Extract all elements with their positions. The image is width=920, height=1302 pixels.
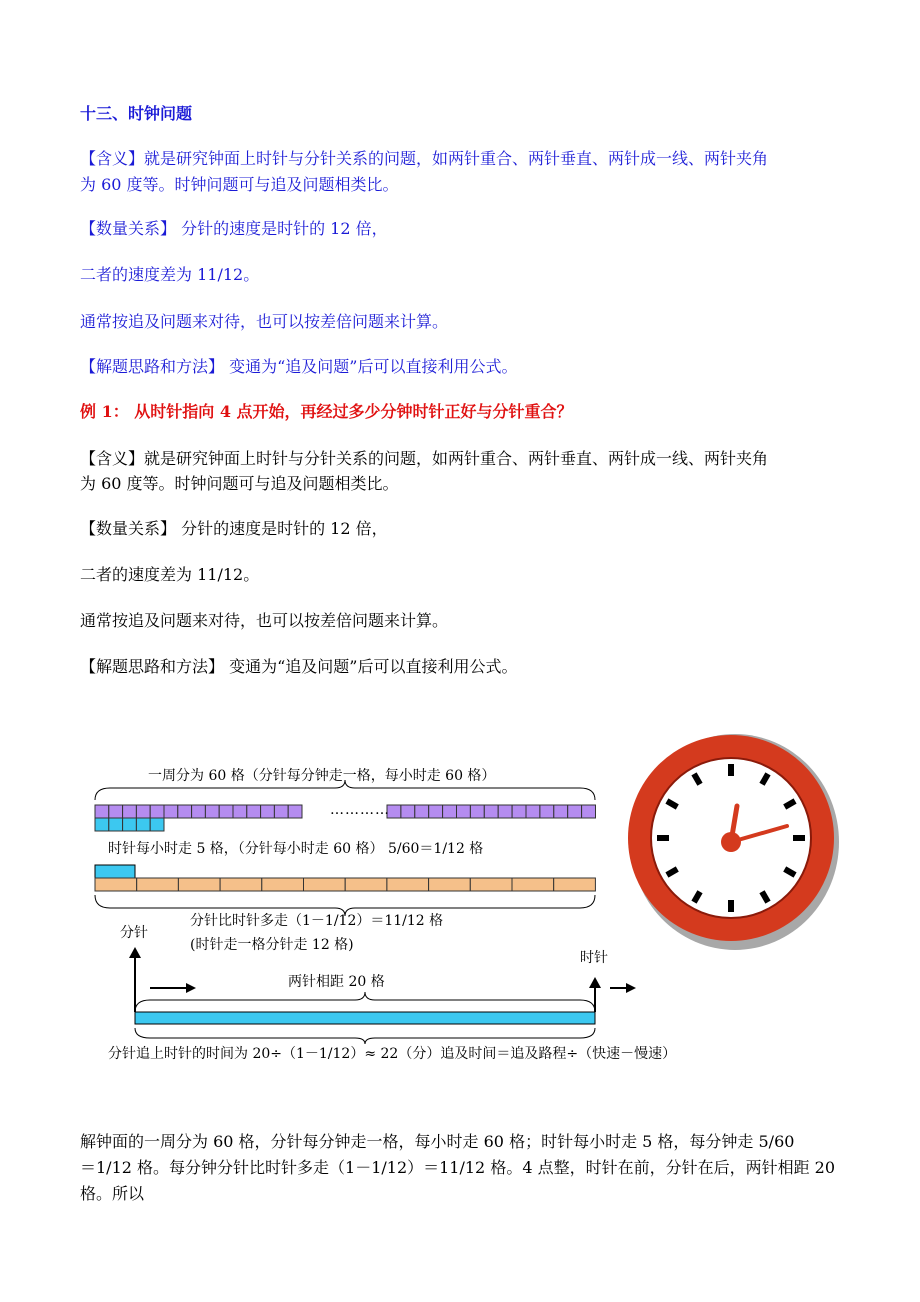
purple-cell <box>457 805 471 818</box>
orange-cell <box>429 878 471 891</box>
orange-cell <box>220 878 262 891</box>
orange-cell <box>178 878 220 891</box>
purple-cell <box>512 805 526 818</box>
purple-cell <box>443 805 457 818</box>
purple-cell <box>205 805 219 818</box>
cyan-cell <box>150 818 164 831</box>
repeat-method: 【解题思路和方法】 变通为“追及问题”后可以直接利用公式。 <box>80 657 518 676</box>
cyan-cell <box>109 818 123 831</box>
purple-cell <box>164 805 178 818</box>
hour-hand-arrow-head <box>589 977 601 988</box>
purple-cell <box>526 805 540 818</box>
purple-cell <box>288 805 302 818</box>
purple-cell <box>540 805 554 818</box>
intro-relation: 【数量关系】 分针的速度是时针的 12 倍， <box>80 219 388 238</box>
hour-cell-highlight <box>95 865 135 878</box>
purple-cells-left <box>95 805 302 818</box>
intro-usual: 通常按追及问题来对待，也可以按差倍问题来计算。 <box>80 312 449 331</box>
purple-cell <box>178 805 192 818</box>
cyan-cell <box>95 818 109 831</box>
intro-meaning-line-2: 为 60 度等。时钟问题可与追及问题相类比。 <box>80 175 399 194</box>
purple-cell <box>136 805 150 818</box>
repeat-usual: 通常按追及问题来对待，也可以按差倍问题来计算。 <box>80 611 449 630</box>
dots-ellipsis: ………… <box>330 802 390 818</box>
repeat-speed-diff: 二者的速度差为 11/12。 <box>80 565 260 584</box>
purple-cell <box>150 805 164 818</box>
purple-cell <box>192 805 206 818</box>
purple-cell <box>247 805 261 818</box>
clock-icon <box>628 734 839 950</box>
purple-cell <box>582 805 596 818</box>
example-title: 例 1： 从时针指向 4 点开始，再经过多少分钟时针正好与分针重合？ <box>80 402 573 421</box>
intro-method: 【解题思路和方法】 变通为“追及问题”后可以直接利用公式。 <box>80 357 518 376</box>
repeat-meaning-line-1: 【含义】就是研究钟面上时针与分针关系的问题，如两针重合、两针垂直、两针成一线、两针夹角 <box>80 449 769 468</box>
hour-hand-forward-head <box>626 983 636 993</box>
purple-cell <box>109 805 123 818</box>
purple-cell <box>554 805 568 818</box>
orange-cell <box>387 878 429 891</box>
minute-hand-arrow-head <box>129 947 141 958</box>
purple-cell <box>568 805 582 818</box>
cyan-cells-small <box>95 818 164 831</box>
label-hour-hand: 时针 <box>580 950 608 966</box>
intro-speed-diff: 二者的速度差为 11/12。 <box>80 265 260 284</box>
purple-cell <box>219 805 233 818</box>
label-formula: 分针追上时针的时间为 20÷（1－1/12）≈ 22（分）追及时间＝追及路程÷（快速－慢速） <box>108 1046 677 1062</box>
purple-cell <box>95 805 109 818</box>
orange-cell <box>304 878 346 891</box>
repeat-relation: 【数量关系】 分针的速度是时针的 12 倍， <box>80 519 388 538</box>
minute-hand-forward-head <box>186 983 196 993</box>
purple-cell <box>261 805 275 818</box>
repeat-meaning-line-2: 为 60 度等。时钟问题可与追及问题相类比。 <box>80 474 399 493</box>
distance-brace <box>135 992 595 1012</box>
orange-cell <box>470 878 512 891</box>
purple-cell <box>484 805 498 818</box>
orange-cell <box>137 878 179 891</box>
solution-line-2: ＝1/12 格。每分钟分针比时针多走（1－1/12）＝11/12 格。4 点整，时针在前，分针在后，两针相距 20 <box>80 1158 836 1177</box>
orange-cell <box>95 878 137 891</box>
label-distance: 两针相距 20 格 <box>288 974 385 990</box>
purple-cell <box>233 805 247 818</box>
orange-cell <box>512 878 554 891</box>
label-minute-hand: 分针 <box>120 925 148 941</box>
label-circle-sixty: 一周分为 60 格（分针每分钟走一格，每小时走 60 格） <box>148 768 496 784</box>
purple-cell <box>123 805 137 818</box>
page-title: 十三、时钟问题 <box>80 104 193 123</box>
cyan-cell <box>123 818 137 831</box>
orange-cells <box>95 878 595 891</box>
purple-cell <box>498 805 512 818</box>
orange-cell <box>262 878 304 891</box>
label-hour-rate: 时针每小时走 5 格，（分针每小时走 60 格） 5/60＝1/12 格 <box>108 841 484 857</box>
orange-cell <box>554 878 596 891</box>
purple-cell <box>470 805 484 818</box>
purple-cell <box>274 805 288 818</box>
orange-cell <box>345 878 387 891</box>
label-minute-more: 分针比时针多走（1－1/12）＝11/12 格 <box>190 913 444 929</box>
purple-cell <box>401 805 415 818</box>
purple-cells-right <box>387 805 596 818</box>
solution-line-3: 格。所以 <box>80 1184 145 1203</box>
label-ratio: (时针走一格分针走 12 格) <box>190 937 354 953</box>
intro-meaning-line-1: 【含义】就是研究钟面上时针与分针关系的问题，如两针重合、两针垂直、两针成一线、两针夹角 <box>80 149 769 168</box>
purple-cell <box>415 805 429 818</box>
bottom-brace <box>135 1028 595 1044</box>
purple-cell <box>429 805 443 818</box>
solution-line-1: 解钟面的一周分为 60 格，分针每分钟走一格，每小时走 60 格；时针每小时走 5 格，每分钟走 5/60 <box>80 1132 795 1151</box>
distance-bar <box>135 1012 595 1024</box>
cyan-cell <box>136 818 150 831</box>
